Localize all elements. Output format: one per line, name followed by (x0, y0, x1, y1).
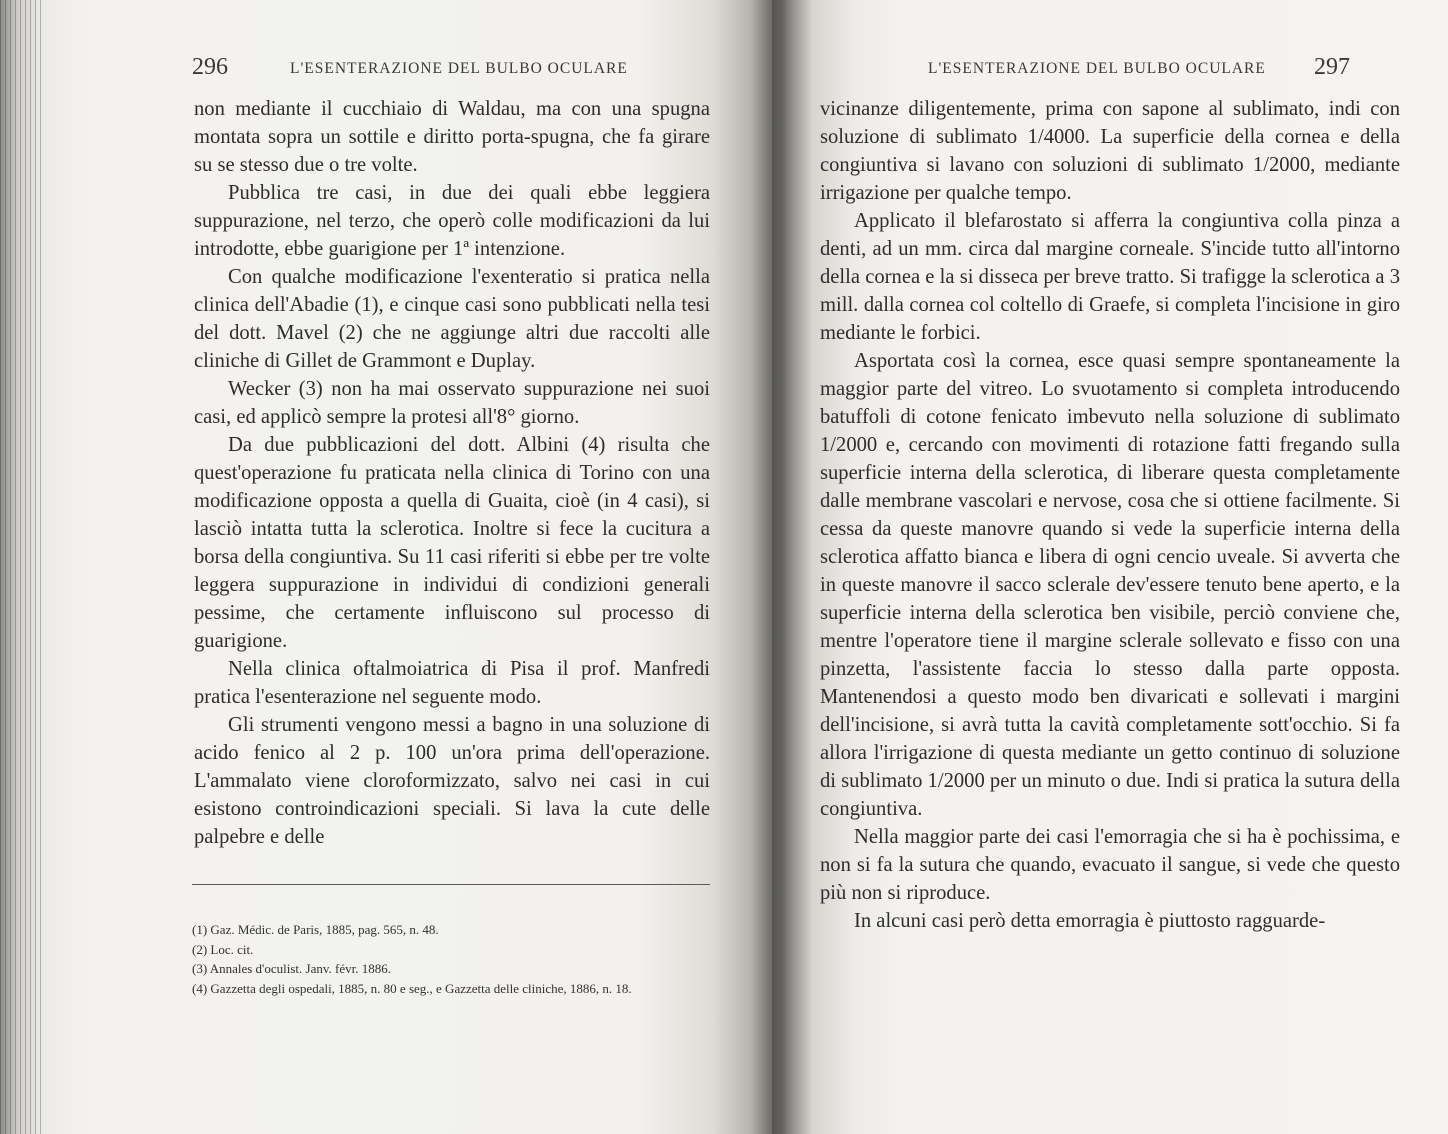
footnote: (1) Gaz. Médic. de Paris, 1885, pag. 565, n. 48. (192, 922, 439, 937)
paragraph: Wecker (3) non ha mai osservato suppurazione nei suoi casi, ed applicò sempre la protesi all'8° giorno. (194, 378, 710, 428)
paragraph: Nella maggior parte dei casi l'emorragia che si ha è pochissima, e non si fa la sutura che quando, evacuato il sangue, si vede che questo più non si riproduce. (820, 826, 1400, 904)
paragraph: In alcuni casi però detta emorragia è piuttosto ragguarde- (854, 910, 1326, 932)
page-edge-lines (0, 0, 42, 1134)
footnote-rule (192, 884, 710, 885)
gutter-shadow (752, 0, 812, 1134)
footnote: (3) Annales d'oculist. Janv. févr. 1886. (192, 961, 391, 976)
paragraph: Asportata così la cornea, esce quasi sempre spontaneamente la maggior parte del vitreo. Lo svuotamento si completa introducendo batuffoli di cotone fenicato imbevuto nella soluzione di sublimato 1/2000 e, cercando con movimenti di rotazione fatti fregando sulla superficie interna della sclerotica, di liberare questa completamente dalle membrane vascolari e nervose, cosa che si ottiene facilmente. Si cessa da queste manovre quando si vede la superficie interna della sclerotica affatto bianca e libera di ogni cencio uveale. Si avverta che in queste manovre il sacco sclerale dev'essere tenuto bene aperto, e la superficie interna della sclerotica ben visibile, perciò conviene che, mentre l'operatore tiene il margine sclerale sollevato e fisso con una pinzetta, l'assistente faccia lo stesso dalla parte opposta. Mantenendosi a questo modo ben divaricati e sollevati i margini dell'incisione, si avrà tutta la cavità completamente sott'occhio. Si fa allora l'irrigazione di questa mediante un getto continuo di soluzione di sublimato 1/2000 per un minuto o due. Indi si pratica la sutura della congiuntiva. (820, 350, 1400, 820)
running-head: L'ESENTERAZIONE DEL BULBO OCULARE (928, 60, 1266, 77)
right-page (772, 0, 1448, 1134)
paragraph: Pubblica tre casi, in due dei quali ebbe leggiera suppurazione, nel terzo, che operò colle modificazioni da lui introdotte, ebbe guarigione per 1ª intenzione. (194, 182, 710, 260)
body-text (194, 95, 710, 851)
page-number: 297 (1314, 54, 1350, 80)
footnote: (4) Gazzetta degli ospedali, 1885, n. 80 e seg., e Gazzetta delle cliniche, 1886, n. 18. (192, 980, 632, 996)
running-head: L'ESENTERAZIONE DEL BULBO OCULARE (290, 60, 628, 77)
paragraph: vicinanze diligentemente, prima con sapone al sublimato, indi con soluzione di sublimato 1/4000. La superficie della cornea e della congiuntiva si lavano con soluzioni di sublimato 1/2000, mediante irrigazione per qualche tempo. (820, 98, 1400, 204)
footnote: (2) Loc. cit. (192, 941, 254, 957)
footnotes (192, 920, 712, 998)
paragraph: Gli strumenti vengono messi a bagno in una soluzione di acido fenico al 2 p. 100 un'ora prima dell'operazione. L'ammalato viene cloroformizzato, salvo nei casi in cui esistono controindicazioni speciali. Si lava la cute delle palpebre e delle (194, 714, 710, 848)
paragraph: Applicato il blefarostato si afferra la congiuntiva colla pinza a denti, ad un mm. circa dal margine corneale. S'incide tutto all'intorno della cornea e la si disseca per breve tratto. Si trafigge la sclerotica a 3 mill. dalla cornea col coltello di Graefe, si completa l'incisione in giro mediante le forbici. (820, 210, 1400, 344)
paragraph: non mediante il cucchiaio di Waldau, ma con una spugna montata sopra un sottile e diritto porta-spugna, che fa girare su se stesso due o tre volte. (194, 98, 710, 176)
paragraph: Con qualche modificazione l'exenteratio si pratica nella clinica dell'Abadie (1), e cinque casi sono pubblicati nella tesi del dott. Mavel (2) che ne aggiunge altri due raccolti alle cliniche di Gillet de Grammont e Duplay. (194, 266, 710, 372)
paragraph: Nella clinica oftalmoiatrica di Pisa il prof. Manfredi pratica l'esenterazione nel seguente modo. (194, 658, 710, 708)
body-text (820, 95, 1400, 935)
page-number: 296 (192, 54, 228, 80)
paragraph: Da due pubblicazioni del dott. Albini (4) risulta che quest'operazione fu praticata nella clinica di Torino con una modificazione opposta a quella di Guaita, cioè (in 4 casi), si lasciò intatta tutta la sclerotica. Inoltre si fece la cucitura a borsa della congiuntiva. Su 11 casi riferiti si ebbe per tre volte leggera suppurazione in individui di condizioni generali pessime, che certamente influiscono sul processo di guarigione. (194, 434, 710, 652)
